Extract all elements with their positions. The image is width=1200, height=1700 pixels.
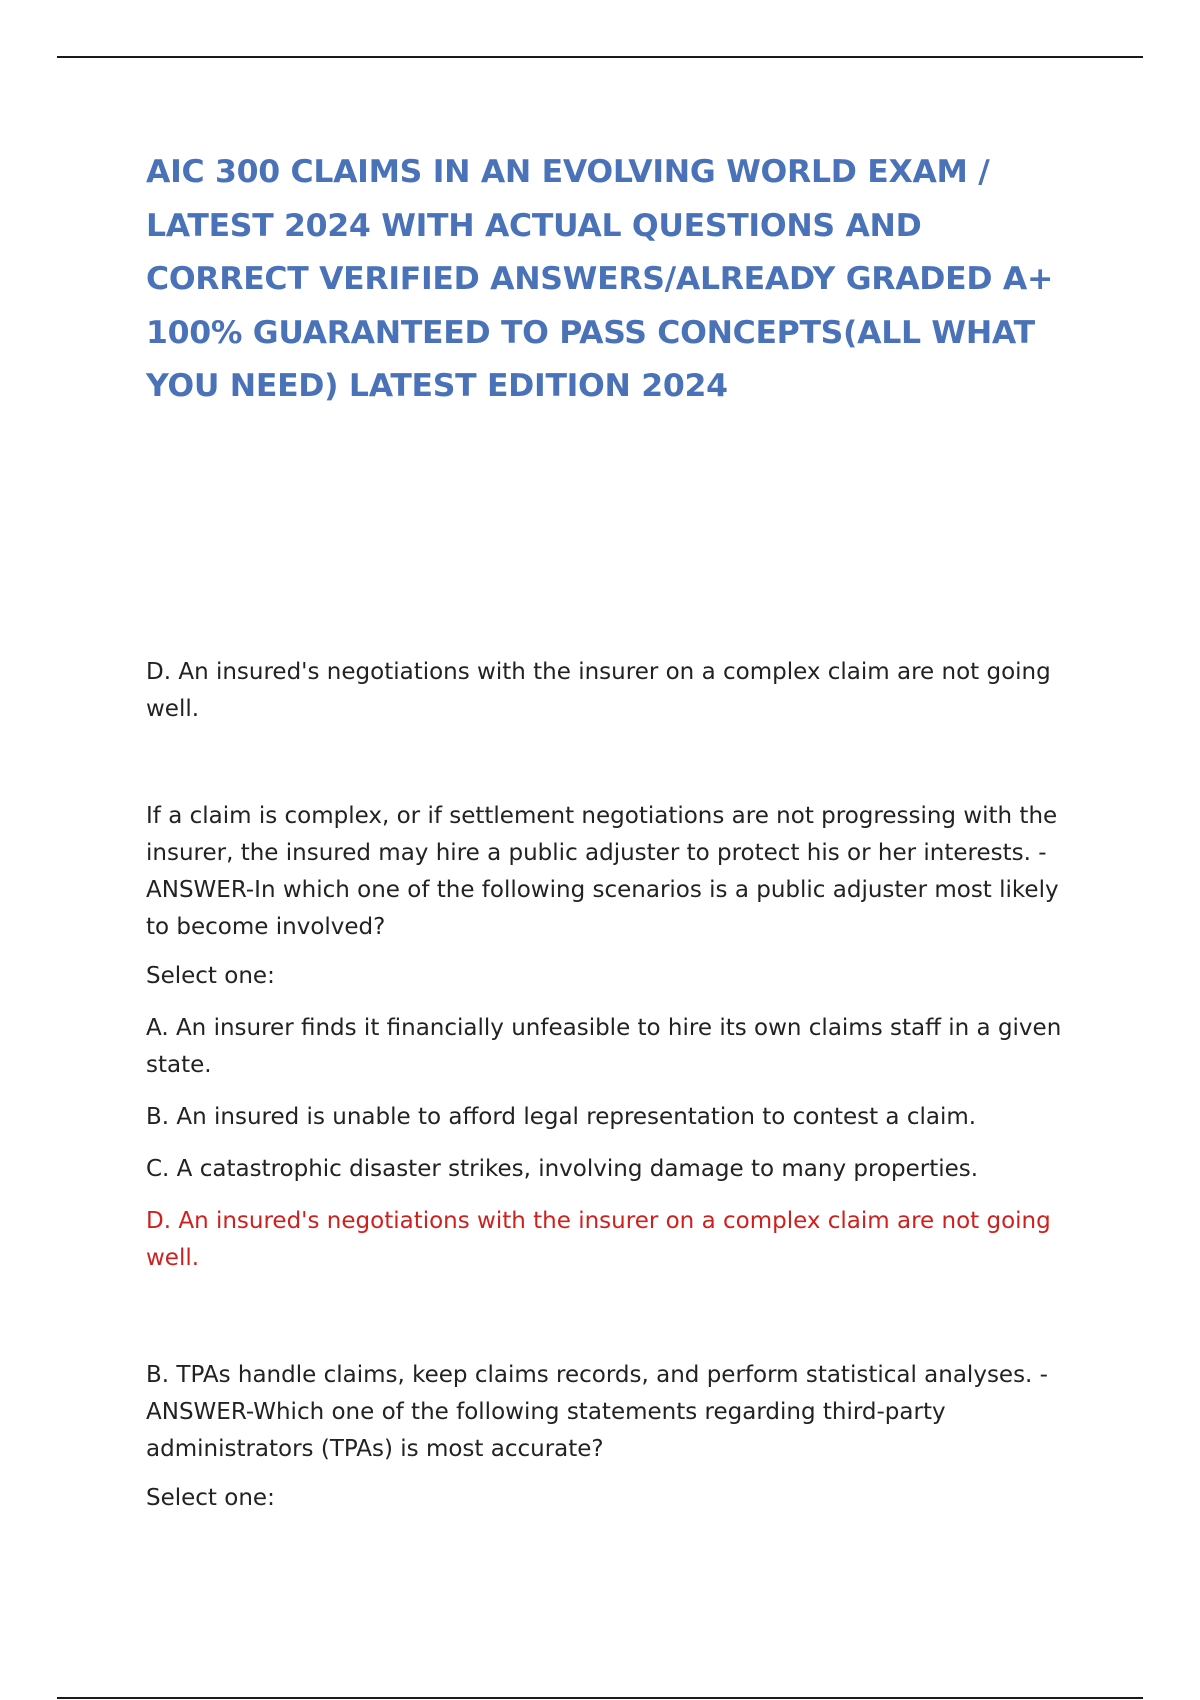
question-text: B. TPAs handle claims, keep claims records, and perform statistical analyses. - ANSWER-Which one of the following statements regarding third-party administrators (TPAs) is most accurate?	[146, 1362, 1048, 1462]
option-c: C. A catastrophic disaster strikes, involving damage to many properties.	[146, 1156, 979, 1182]
document-title: AIC 300 CLAIMS IN AN EVOLVING WORLD EXAM / LATEST 2024 WITH ACTUAL QUESTIONS AND CORRECT VERIFIED ANSWERS/ALREADY GRADED A+ 100% GUARANTEED TO PASS CONCEPTS(ALL WHAT YOU NEED) LATEST EDITION 2024	[146, 154, 1054, 404]
option-d-correct: D. An insured's negotiations with the insurer on a complex claim are not going well.	[146, 1208, 1051, 1271]
select-prompt: Select one:	[146, 1485, 275, 1511]
bottom-rule	[57, 1697, 1143, 1699]
answer-text: D. An insured's negotiations with the insurer on a complex claim are not going well.	[146, 659, 1051, 722]
document-body	[146, 654, 1066, 1517]
option-b: B. An insured is unable to afford legal representation to contest a claim.	[146, 1104, 977, 1130]
question-text: If a claim is complex, or if settlement negotiations are not progressing with the insurer, the insured may hire a public adjuster to protect his or her interests. - ANSWER-In which one of the following scenarios is a public adjuster most likely to become involved?	[146, 803, 1059, 940]
top-rule	[57, 56, 1143, 58]
option-a: A. An insurer finds it financially unfeasible to hire its own claims staff in a given state.	[146, 1015, 1062, 1078]
select-prompt: Select one:	[146, 963, 275, 989]
